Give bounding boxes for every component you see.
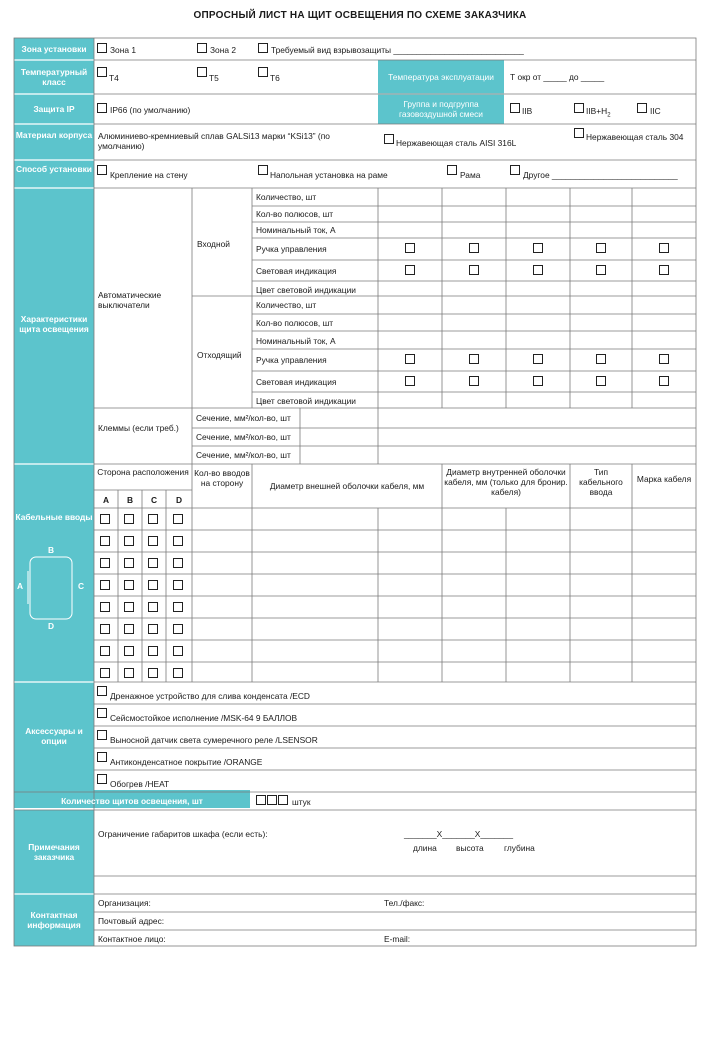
cable-side-checkbox[interactable] xyxy=(124,602,134,612)
out-row-color: Цвет световой индикации xyxy=(256,396,356,406)
ip66-checkbox[interactable] xyxy=(97,103,107,113)
material-label: Материал корпуса xyxy=(15,130,93,140)
orange-label: Антиконденсатное покрытие /ORANGE xyxy=(110,757,263,767)
ip-label: Защита IP xyxy=(33,104,75,114)
cable-side-checkbox[interactable] xyxy=(124,514,134,524)
iib-checkbox[interactable] xyxy=(510,103,520,113)
quantity-unit: штук xyxy=(292,797,311,807)
breaker-option-checkbox[interactable] xyxy=(659,376,669,386)
cable-side-checkbox[interactable] xyxy=(148,646,158,656)
explosion-protection-label: Требуемый вид взрывозащиты ____________________________ xyxy=(271,45,524,55)
operating-temp-value[interactable]: Т окр от _____ до _____ xyxy=(510,72,605,82)
t5-checkbox[interactable] xyxy=(197,67,207,77)
wall-mount-checkbox[interactable] xyxy=(97,165,107,175)
cable-side-checkbox[interactable] xyxy=(124,668,134,678)
side-c-header: C xyxy=(150,495,158,505)
seismic-checkbox[interactable] xyxy=(97,708,107,718)
terminal-row-1: Сечение, мм²/кол-во, шт xyxy=(196,413,291,423)
in-row-color: Цвет световой индикации xyxy=(256,285,356,295)
breaker-option-checkbox[interactable] xyxy=(533,243,543,253)
cable-side-checkbox[interactable] xyxy=(100,624,110,634)
side-d-header: D xyxy=(175,495,183,505)
floor-mount-checkbox[interactable] xyxy=(258,165,268,175)
email-label: E-mail: xyxy=(384,934,411,944)
iib-h2-checkbox[interactable] xyxy=(574,103,584,113)
iib-label: IIB xyxy=(522,106,533,116)
diagram-letter-b: B xyxy=(48,545,55,555)
ecd-label: Дренажное устройство для слива конденсата /ECD xyxy=(110,691,310,701)
cable-side-checkbox[interactable] xyxy=(100,580,110,590)
side-b-header: B xyxy=(126,495,134,505)
inner-diameter-header: Диаметр внутренней оболочки кабеля, мм (только для бронир. кабеля) xyxy=(444,467,568,497)
notes-label: Примечания заказчика xyxy=(28,842,80,862)
cable-side-checkbox[interactable] xyxy=(173,580,183,590)
zone2-checkbox[interactable] xyxy=(197,43,207,53)
wall-mount-label: Крепление на стену xyxy=(110,170,188,180)
in-row-poles: Кол-во полюсов, шт xyxy=(256,209,334,219)
count-header: Кол-во вводов на сторону xyxy=(194,468,250,488)
breaker-option-checkbox[interactable] xyxy=(596,243,606,253)
cable-side-checkbox[interactable] xyxy=(100,558,110,568)
terminal-row-3: Сечение, мм²/кол-во, шт xyxy=(196,450,291,460)
terminals-label: Клеммы (если треб.) xyxy=(98,423,179,433)
cable-side-checkbox[interactable] xyxy=(173,646,183,656)
dimensions-field[interactable]: _______X_______X_______ xyxy=(404,829,513,839)
phone-label: Тел./факс: xyxy=(384,898,425,908)
t4-label: T4 xyxy=(109,73,119,83)
breaker-option-checkbox[interactable] xyxy=(596,354,606,364)
cable-side-checkbox[interactable] xyxy=(100,668,110,678)
iic-label: IIC xyxy=(650,106,661,116)
breaker-option-checkbox[interactable] xyxy=(469,243,479,253)
ip66-label: IP66 (по умолчанию) xyxy=(110,105,191,115)
cable-side-checkbox[interactable] xyxy=(124,646,134,656)
out-row-count: Количество, шт xyxy=(256,300,317,310)
side-header: Сторона расположения xyxy=(97,467,189,477)
cable-side-checkbox[interactable] xyxy=(124,580,134,590)
breakers-label: Автоматические выключатели xyxy=(98,290,162,310)
breaker-option-checkbox[interactable] xyxy=(596,376,606,386)
cable-brand-header: Марка кабеля xyxy=(636,474,692,484)
breaker-option-checkbox[interactable] xyxy=(405,376,415,386)
t5-label: T5 xyxy=(209,73,219,83)
t4-checkbox[interactable] xyxy=(97,67,107,77)
quantity-label: Количество щитов освещения, шт xyxy=(61,796,203,806)
iic-checkbox[interactable] xyxy=(637,103,647,113)
cable-side-checkbox[interactable] xyxy=(124,536,134,546)
diagram-letter-a: A xyxy=(17,581,24,591)
quantity-digit-2[interactable] xyxy=(267,795,277,805)
page-title: ОПРОСНЫЙ ЛИСТ НА ЩИТ ОСВЕЩЕНИЯ ПО СХЕМЕ ЗАКАЗЧИКА xyxy=(193,10,527,21)
entry-type-header: Тип кабельного ввода xyxy=(579,467,623,497)
breaker-option-checkbox[interactable] xyxy=(469,376,479,386)
side-a-header: A xyxy=(102,495,110,505)
cable-side-checkbox[interactable] xyxy=(148,558,158,568)
cable-side-checkbox[interactable] xyxy=(173,624,183,634)
cable-label: Кабельные вводы xyxy=(15,512,93,522)
output-label: Отходящий xyxy=(197,350,242,360)
terminal-row-2: Сечение, мм²/кол-во, шт xyxy=(196,432,291,442)
lsensor-label: Выносной датчик света сумеречного реле /LSENSOR xyxy=(110,735,318,745)
breaker-option-checkbox[interactable] xyxy=(659,354,669,364)
lsensor-checkbox[interactable] xyxy=(97,730,107,740)
breaker-option-checkbox[interactable] xyxy=(659,243,669,253)
cable-side-checkbox[interactable] xyxy=(173,668,183,678)
cable-side-checkbox[interactable] xyxy=(100,514,110,524)
in-row-count: Количество, шт xyxy=(256,192,317,202)
aisi316l-label: Нержавеющая сталь AISI 316L xyxy=(396,138,517,148)
heat-label: Обогрев /HEAT xyxy=(110,779,170,789)
ecd-checkbox[interactable] xyxy=(97,686,107,696)
breaker-option-checkbox[interactable] xyxy=(659,265,669,275)
breaker-option-checkbox[interactable] xyxy=(405,265,415,275)
mounting-label: Способ установки xyxy=(16,164,92,174)
heat-checkbox[interactable] xyxy=(97,774,107,784)
zone1-label: Зона 1 xyxy=(110,45,136,55)
cable-side-checkbox[interactable] xyxy=(148,624,158,634)
dimensions-label: Ограничение габаритов шкафа (если есть): xyxy=(98,829,268,839)
dim-height-label: высота xyxy=(456,843,484,853)
organization-label: Организация: xyxy=(98,898,151,908)
cable-side-checkbox[interactable] xyxy=(124,624,134,634)
input-label: Входной xyxy=(197,239,230,249)
explosion-protection-checkbox[interactable] xyxy=(258,43,268,53)
breaker-option-checkbox[interactable] xyxy=(405,243,415,253)
material-default: Алюминиево-кремниевый сплав GALSi13 марки “KSi13” (по умолчанию) xyxy=(98,131,330,151)
floor-mount-label: Напольная установка на раме xyxy=(270,170,388,180)
other-label: Другое ___________________________ xyxy=(523,170,678,180)
characteristics-label: Характеристики щита освещения xyxy=(19,314,89,334)
breaker-option-checkbox[interactable] xyxy=(469,354,479,364)
address-label: Почтовый адрес: xyxy=(98,916,165,926)
dim-length-label: длина xyxy=(413,843,437,853)
t6-checkbox[interactable] xyxy=(258,67,268,77)
frame-label: Рама xyxy=(460,170,481,180)
in-row-current: Номинальный ток, А xyxy=(256,225,336,235)
cable-side-checkbox[interactable] xyxy=(148,580,158,590)
out-row-poles: Кол-во полюсов, шт xyxy=(256,318,334,328)
zone-label: Зона установки xyxy=(21,44,87,54)
cable-side-checkbox[interactable] xyxy=(173,514,183,524)
breaker-option-checkbox[interactable] xyxy=(596,265,606,275)
aisi316l-checkbox[interactable] xyxy=(384,134,394,144)
breaker-option-checkbox[interactable] xyxy=(533,354,543,364)
steel304-label: Нержавеющая сталь 304 xyxy=(586,132,684,142)
zone2-label: Зона 2 xyxy=(210,45,236,55)
cable-side-checkbox[interactable] xyxy=(100,646,110,656)
breaker-option-checkbox[interactable] xyxy=(469,265,479,275)
breaker-option-checkbox[interactable] xyxy=(533,265,543,275)
orange-checkbox[interactable] xyxy=(97,752,107,762)
cable-side-checkbox[interactable] xyxy=(148,602,158,612)
t6-label: T6 xyxy=(270,73,280,83)
quantity-digit-3[interactable] xyxy=(278,795,288,805)
out-row-indicator: Световая индикация xyxy=(256,377,337,387)
cable-side-checkbox[interactable] xyxy=(100,602,110,612)
in-row-handle: Ручка управления xyxy=(256,244,327,254)
breaker-option-checkbox[interactable] xyxy=(533,376,543,386)
contact-label: Контактная информация xyxy=(27,910,81,930)
outer-diameter-header: Диаметр внешней оболочки кабеля, мм xyxy=(269,481,425,491)
diagram-letter-d: D xyxy=(48,621,55,631)
zone1-checkbox[interactable] xyxy=(97,43,107,53)
breaker-option-checkbox[interactable] xyxy=(405,354,415,364)
accessories-label: Аксессуары и опции xyxy=(25,726,83,746)
dim-depth-label: глубина xyxy=(504,843,535,853)
cable-side-checkbox[interactable] xyxy=(148,668,158,678)
seismic-label: Сейсмостойкое исполнение /MSK-64 9 БАЛЛОВ xyxy=(110,713,298,723)
contact-person-label: Контактное лицо: xyxy=(98,934,166,944)
out-row-handle: Ручка управления xyxy=(256,355,327,365)
iib-h2-label: $IIB+H_2$ xyxy=(586,106,611,119)
temp-class-label: Температурный класс xyxy=(20,67,88,87)
in-row-indicator: Световая индикация xyxy=(256,266,337,276)
other-checkbox[interactable] xyxy=(510,165,520,175)
frame-checkbox[interactable] xyxy=(447,165,457,175)
diagram-letter-c: C xyxy=(78,581,85,591)
operating-temp-label: Температура эксплуатации xyxy=(388,72,494,82)
quantity-digit-1[interactable] xyxy=(256,795,266,805)
gas-group-label: Группа и подгруппа газовоздушной смеси xyxy=(399,99,483,119)
out-row-current: Номинальный ток, А xyxy=(256,336,336,346)
cable-side-checkbox[interactable] xyxy=(100,536,110,546)
cable-side-checkbox[interactable] xyxy=(173,558,183,568)
cable-side-checkbox[interactable] xyxy=(173,602,183,612)
cable-side-checkbox[interactable] xyxy=(148,536,158,546)
steel304-checkbox[interactable] xyxy=(574,128,584,138)
cable-side-checkbox[interactable] xyxy=(173,536,183,546)
cable-side-checkbox[interactable] xyxy=(124,558,134,568)
cable-side-checkbox[interactable] xyxy=(148,514,158,524)
